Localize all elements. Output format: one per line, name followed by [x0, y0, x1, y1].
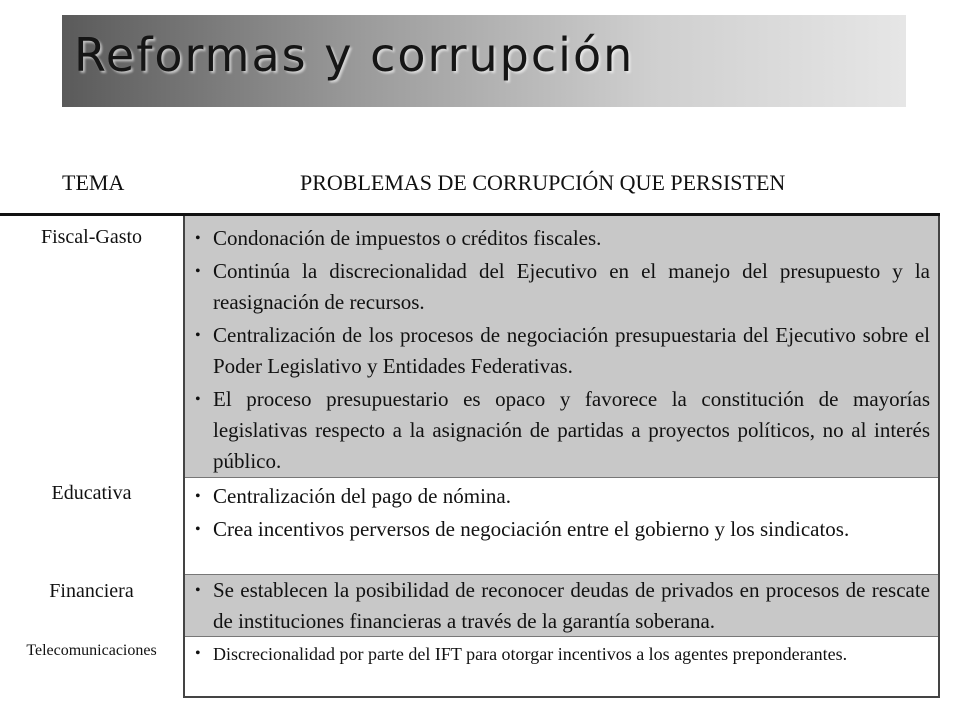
theme-fiscal-gasto: Fiscal-Gasto — [40, 226, 143, 248]
bullet-icon: • — [195, 645, 201, 662]
bullet-list — [195, 481, 930, 545]
row-fiscal-gasto — [185, 216, 938, 478]
theme-telecomunicaciones: Telecomunicaciones — [26, 642, 157, 659]
bullet-icon: • — [195, 391, 201, 408]
column-header-problemas: PROBLEMAS DE CORRUPCIÓN QUE PERSISTEN — [300, 170, 786, 195]
bullet-icon: • — [195, 521, 201, 538]
slide-title: Reformas y corrupción — [74, 28, 635, 82]
bullet-icon: • — [195, 488, 201, 505]
theme-educativa: Educativa — [51, 482, 132, 504]
column-header-tema: TEMA — [62, 170, 125, 195]
bullet-list — [195, 641, 930, 667]
bullet-list — [195, 575, 930, 637]
row-financiera — [185, 575, 938, 637]
bullet-icon: • — [195, 230, 201, 247]
bullet-icon: • — [195, 582, 201, 599]
bullet-list — [195, 223, 930, 477]
row-telecomunicaciones — [185, 637, 938, 694]
list-item: • Discrecionalidad por parte del IFT para otorgar incentivos a los agentes preponderantes. — [195, 641, 930, 667]
list-item: • Se establecen la posibilidad de reconocer deudas de privados en procesos de rescate de instituciones financieras a través de la garantía soberana. — [195, 575, 930, 637]
list-item: • Condonación de impuestos o créditos fiscales. — [195, 223, 930, 254]
bullet-icon: • — [195, 263, 201, 280]
list-item: • El proceso presupuestario es opaco y favorece la constitución de mayorías legislativas respecto a la asignación de partidas a proyectos políticos, no al interés público. — [195, 384, 930, 477]
theme-financiera: Financiera — [49, 580, 134, 602]
bullet-icon: • — [195, 327, 201, 344]
problems-table — [183, 216, 940, 698]
row-educativa — [185, 478, 938, 575]
list-item: • Crea incentivos perversos de negociación entre el gobierno y los sindicatos. — [195, 514, 930, 545]
list-item: • Centralización del pago de nómina. — [195, 481, 930, 512]
list-item: • Continúa la discrecionalidad del Ejecutivo en el manejo del presupuesto y la reasignación de recursos. — [195, 256, 930, 318]
list-item: • Centralización de los procesos de negociación presupuestaria del Ejecutivo sobre el Poder Legislativo y Entidades Federativas. — [195, 320, 930, 382]
